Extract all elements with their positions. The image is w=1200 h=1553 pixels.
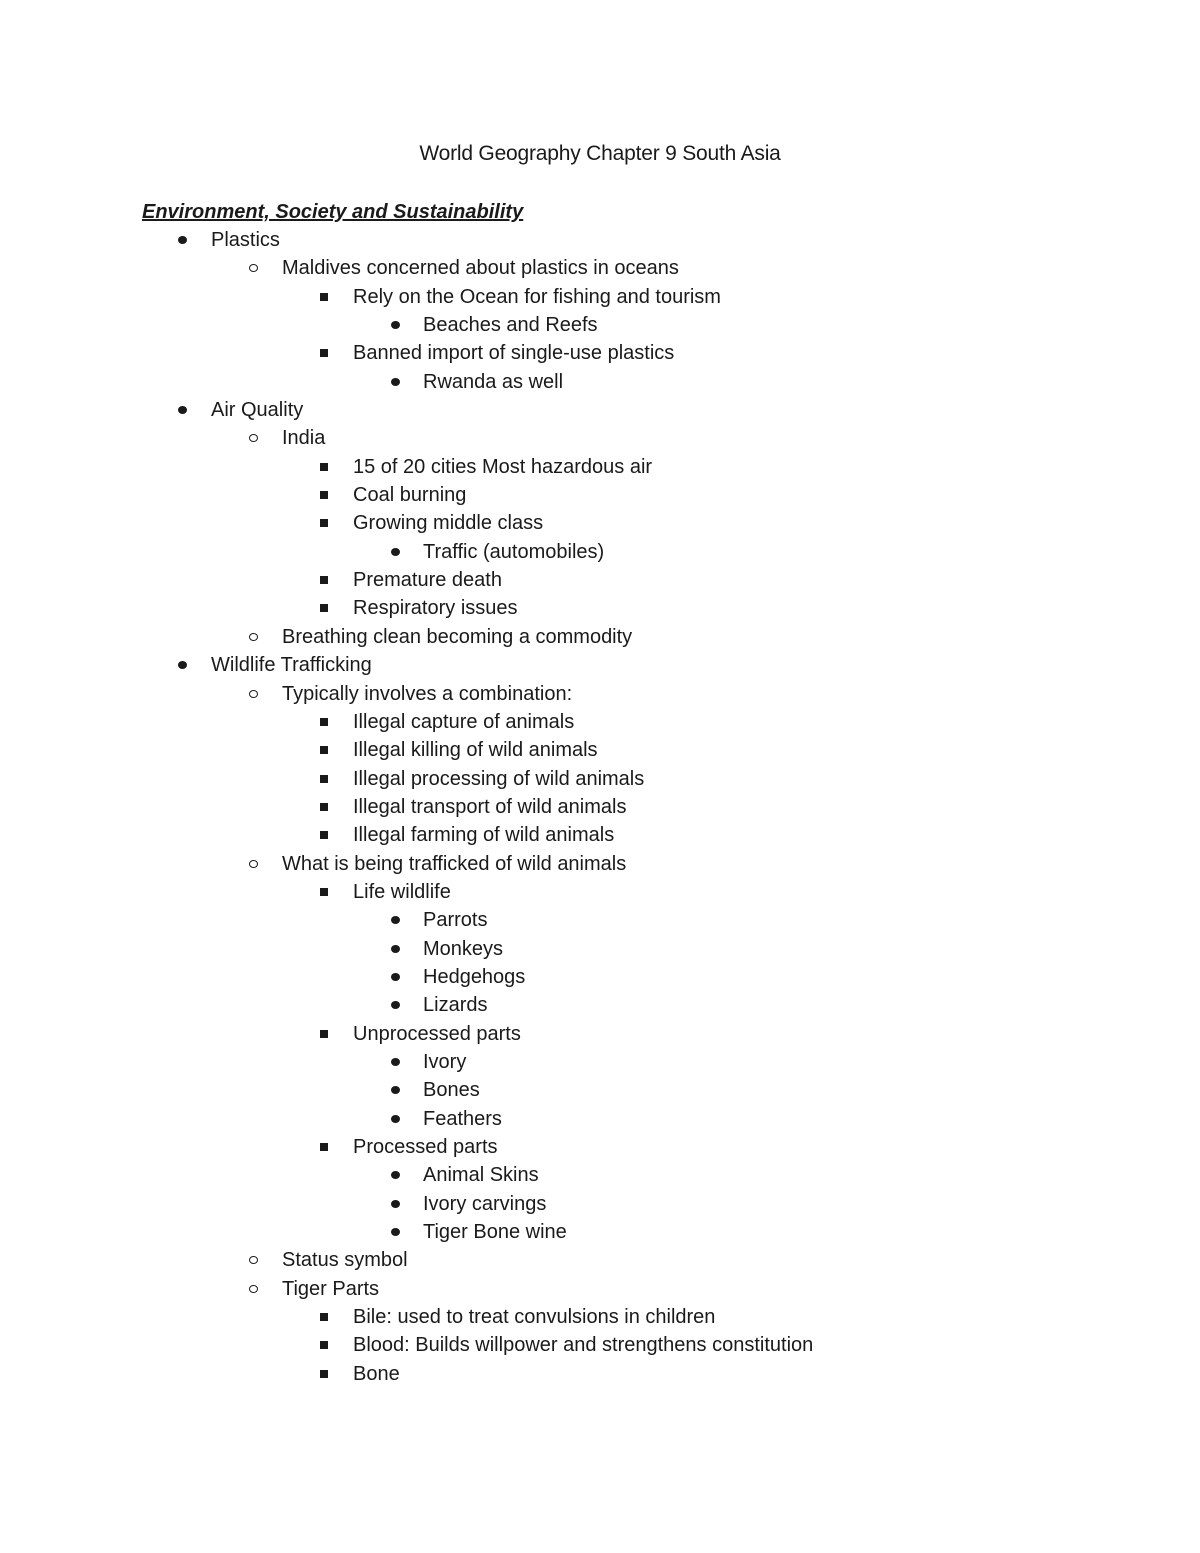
disc-bullet-icon [387, 1048, 407, 1076]
list-item-text: Plastics [211, 229, 280, 251]
list-item-text: Rely on the Ocean for fishing and tourism [353, 285, 721, 308]
list-item-text: Blood: Builds willpower and strengthens constitution [353, 1334, 814, 1357]
list-item-text: Ivory carvings [423, 1192, 547, 1215]
disc-bullet-icon [387, 963, 407, 991]
square-bullet-icon [316, 1303, 336, 1331]
square-bullet-icon [316, 1020, 336, 1048]
list-item-text: Growing middle class [353, 512, 544, 535]
list-item-text: Unprocessed parts [353, 1022, 521, 1045]
disc-bullet-icon [387, 538, 407, 566]
circle-bullet-icon [245, 254, 265, 282]
list-item-text: Banned import of single-use plastics [353, 342, 675, 365]
circle-bullet-icon [245, 424, 265, 452]
list-item-text: Processed parts [353, 1136, 498, 1158]
section-heading: Environment, Society and Sustainability [142, 201, 524, 223]
circle-bullet-icon [245, 1275, 265, 1303]
square-bullet-icon [316, 1360, 336, 1388]
square-bullet-icon [316, 765, 336, 793]
circle-bullet-icon [245, 623, 265, 651]
square-bullet-icon [316, 481, 336, 509]
circle-bullet-icon [245, 1246, 265, 1274]
list-item-text: Ivory [423, 1050, 467, 1073]
square-bullet-icon [316, 736, 336, 764]
disc-bullet-icon [387, 1076, 407, 1104]
list-item-text: Animal Skins [423, 1164, 539, 1187]
square-bullet-icon [316, 793, 336, 821]
list-item-text: Illegal capture of animals [353, 710, 575, 733]
square-bullet-icon [316, 1133, 336, 1161]
list-item-text: Illegal killing of wild animals [353, 739, 598, 762]
square-bullet-icon [316, 453, 336, 481]
document-title: World Geography Chapter 9 South Asia [419, 142, 781, 165]
disc-bullet-icon [387, 935, 407, 963]
list-item-text: Parrots [423, 909, 488, 932]
list-item-text: Status symbol [282, 1249, 408, 1272]
disc-bullet-icon [174, 396, 194, 424]
square-bullet-icon [316, 878, 336, 906]
list-item-text: Maldives concerned about plastics in oceans [282, 257, 679, 280]
list-item-text: Premature death [353, 569, 502, 592]
square-bullet-icon [316, 821, 336, 849]
disc-bullet-icon [387, 1161, 407, 1189]
square-bullet-icon [316, 509, 336, 537]
list-item-text: Illegal processing of wild animals [353, 767, 645, 790]
square-bullet-icon [316, 1331, 336, 1359]
list-item-text: Lizards [423, 994, 488, 1017]
list-item-text: Bones [423, 1079, 480, 1102]
square-bullet-icon [316, 566, 336, 594]
disc-bullet-icon [387, 368, 407, 396]
list-item-text: India [282, 427, 326, 450]
square-bullet-icon [316, 283, 336, 311]
list-item-text: Illegal transport of wild animals [353, 795, 627, 818]
list-item-text: Monkeys [423, 937, 504, 960]
disc-bullet-icon [387, 1218, 407, 1246]
list-item-text: Typically involves a combination: [282, 682, 573, 705]
disc-bullet-icon [387, 991, 407, 1019]
square-bullet-icon [316, 708, 336, 736]
disc-bullet-icon [387, 1190, 407, 1218]
circle-bullet-icon [245, 850, 265, 878]
list-item-text: Tiger Parts [282, 1277, 380, 1300]
disc-bullet-icon [174, 651, 194, 679]
list-item-text: Air Quality [211, 399, 304, 422]
list-item-text: Life wildlife [353, 880, 451, 903]
list-item-text: Hedgehogs [423, 965, 526, 988]
list-item-text: Tiger Bone wine [423, 1221, 567, 1244]
disc-bullet-icon [387, 311, 407, 339]
list-item-text: Illegal farming of wild animals [353, 824, 615, 847]
list-item-text: Bile: used to treat convulsions in children [353, 1306, 716, 1329]
list-item-text: Wildlife Trafficking [211, 654, 372, 677]
list-item-text: Traffic (automobiles) [423, 540, 605, 563]
circle-bullet-icon [245, 680, 265, 708]
disc-bullet-icon [387, 906, 407, 934]
list-item-text: What is being trafficked of wild animals [282, 852, 627, 875]
square-bullet-icon [316, 339, 336, 367]
list-item-text: Beaches and Reefs [423, 314, 598, 337]
disc-bullet-icon [387, 1105, 407, 1133]
list-item-text: 15 of 20 cities Most hazardous air [353, 455, 653, 478]
list-item-text: Bone [353, 1362, 400, 1385]
list-item-text: Coal burning [353, 484, 467, 507]
square-bullet-icon [316, 594, 336, 622]
list-item-text: Feathers [423, 1107, 502, 1130]
list-item-text: Respiratory issues [353, 597, 518, 620]
disc-bullet-icon [174, 226, 194, 254]
list-item-text: Breathing clean becoming a commodity [282, 625, 633, 648]
list-item-text: Rwanda as well [423, 370, 564, 393]
